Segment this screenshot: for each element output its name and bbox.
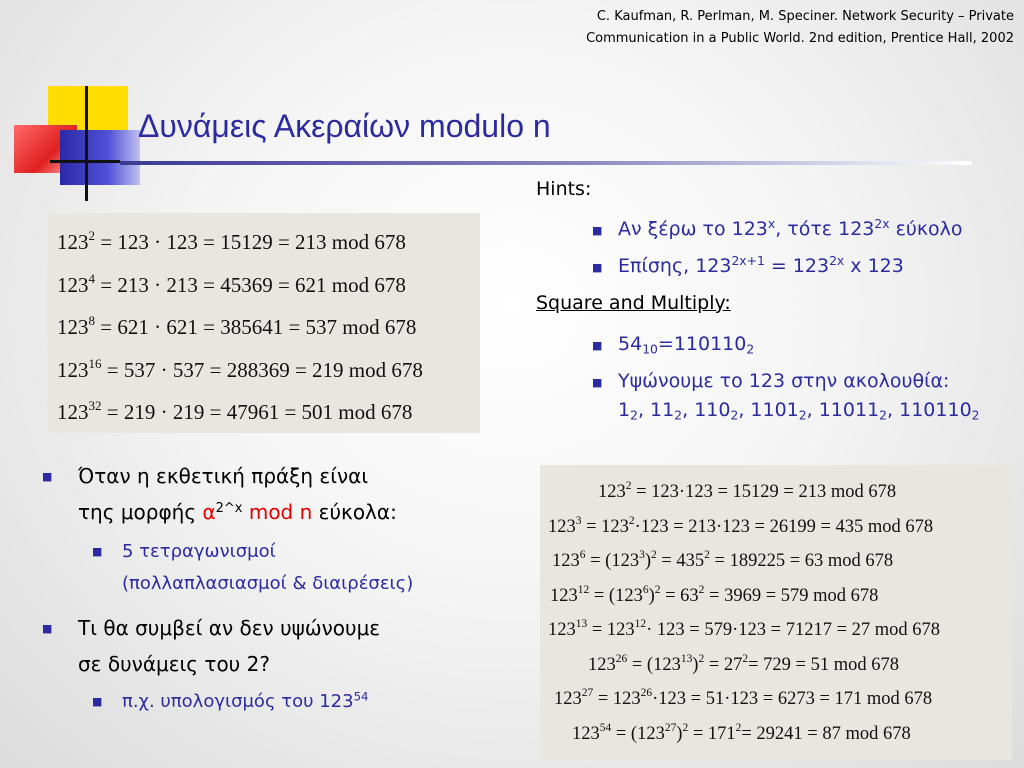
equation-row: $123^2 = 123 \cdot 123 = 15129 = 213$ mod 678	[57, 227, 406, 254]
equation-row: $123^8 = 621 \cdot 621 = 385641 = 537$ mod 678	[57, 312, 417, 339]
square-bullet-icon: ■	[592, 224, 603, 237]
square-bullet-icon: ■	[92, 695, 103, 708]
hint-item-1: ■ Αν ξέρω το 123$^x$, τότε $123^{2x}$ εύκολο	[618, 216, 963, 243]
sub-bullet-example: ■ π.χ. υπολογισμός του $123^{54}$	[122, 686, 368, 718]
square-bullet-icon: ■	[592, 261, 603, 274]
left-equation-image	[47, 213, 480, 433]
hints-heading: Hints:	[536, 178, 592, 200]
square-bullet-icon: ■	[42, 622, 53, 635]
right-equation-image	[540, 465, 1012, 760]
equation-row: $123^3 = 123^2\cdot 123 = 213\cdot 123 = 26199 = 435$ mod 678	[548, 514, 934, 537]
citation-line-2: Communication in a Public World. 2nd edition, Prentice Hall, 2002	[586, 31, 1014, 46]
logo-blue-square	[60, 130, 140, 185]
citation-line-1: C. Kaufman, R. Perlman, M. Speciner. Network Security – Private	[596, 9, 1014, 24]
sub-bullet-squarings: ■ 5 τετραγωνισμοί (πολλαπλασιασμοί & διαιρέσεις)	[122, 536, 413, 600]
equation-row: $123^{27} = 123^{26}\cdot 123 = 51\cdot 123 = 6273 = 171$ mod 678	[554, 686, 933, 709]
equation-row: $123^{13} = 123^{12}\cdot 123 = 579\cdot 123 = 71217 = 27$ mod 678	[548, 617, 941, 640]
binary-item: ■ $54_{10}=110110_2$	[618, 331, 754, 358]
square-bullet-icon: ■	[592, 376, 603, 389]
equation-row: $123^{16} = 537 \cdot 537 = 288369 = 219$ mod 678	[57, 355, 423, 382]
slide-title: Δυνάμεις Ακεραίων modulo n	[138, 108, 551, 144]
equation-row: $123^4 = 213 \cdot 213 = 45369 = 621$ mod 678	[57, 270, 406, 297]
equation-row: $123^{26} = (123^{13})^2 = 27^2= 729 = 51$ mod 678	[588, 652, 900, 675]
square-bullet-icon: ■	[592, 339, 603, 352]
logo-vertical-line	[85, 86, 88, 201]
bullet-exponent-form: ■ Όταν η εκθετική πράξη είναι της μορφής $\alpha^{2\^{}x}$ mod n εύκολα:	[78, 458, 397, 530]
square-multiply-heading: Square and Multiply:	[536, 292, 731, 314]
raise-item: ■ Υψώνουμε το 123 στην ακολουθία:	[618, 368, 949, 395]
equation-row: $123^{12} = (123^6)^2 = 63^2 = 3969 = 579$ mod 678	[550, 583, 879, 606]
equation-row: $123^{32} = 219 \cdot 219 = 47961 = 501$ mod 678	[57, 397, 413, 424]
citation	[586, 6, 1014, 50]
equation-row: $123^2 = 123\cdot 123 = 15129 = 213$ mod 678	[598, 479, 897, 502]
bullet-non-power-of-two: ■ Τι θα συμβεί αν δεν υψώνουμε σε δυνάμεις του 2?	[78, 610, 380, 682]
logo-horizontal-line	[50, 160, 120, 163]
square-bullet-icon: ■	[92, 545, 103, 558]
exponent-sequence: $1_2$, $11_2$, $110_2$, $1101_2$, $11011_2$, $110110_2$	[618, 399, 980, 423]
equation-row: $123^6 = (123^3)^2 = 435^2 = 189225 = 63$ mod 678	[552, 548, 894, 571]
square-bullet-icon: ■	[42, 470, 53, 483]
equation-row: $123^{54} = (123^{27})^2 = 171^2= 29241 = 87$ mod 678	[572, 721, 911, 744]
hint-item-2: ■ Επίσης, $123^{2x+1} = 123^{2x}$ x 123	[618, 253, 904, 280]
title-underline	[120, 161, 972, 165]
